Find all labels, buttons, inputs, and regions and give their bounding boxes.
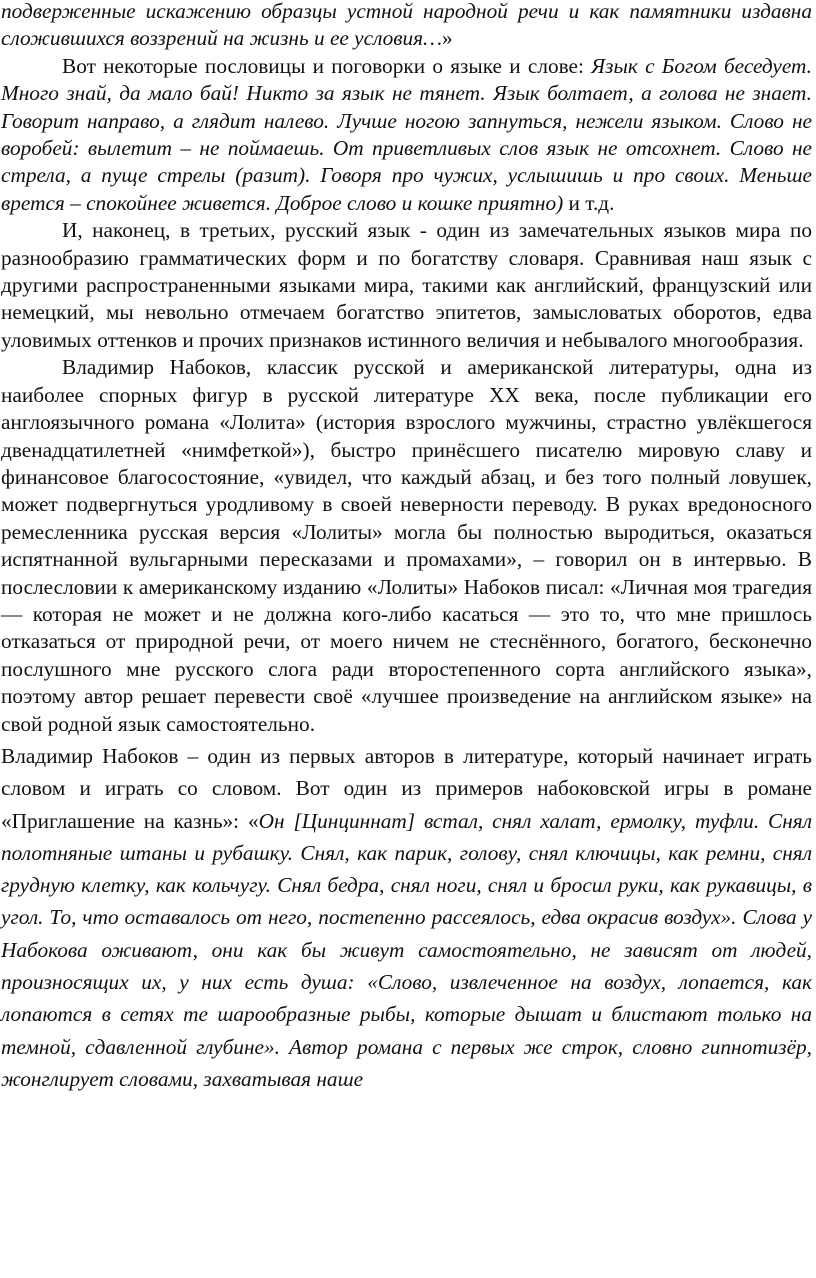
- paragraph-5-lead: Владимир Набоков – один из первых авторов в литературе, который начинает играть словом и играть со словом. Вот один из примеров набоковской игры в романе «Приглашение на казнь»: «: [1, 743, 812, 833]
- paragraph-2-lead: Вот некоторые пословицы и поговорки о языке и слове:: [62, 53, 592, 78]
- paragraph-5: [1, 740, 812, 1095]
- paragraph-3: И, наконец, в третьих, русский язык - один из замечательных языков мира по разнообразию грамматических форм и по богатству словаря. Сравнивая наш язык с другими распространенными языками мира, такими как английский, французский или немецкий, мы невольно отмечаем богатство эпитетов, замысловатых оборотов, едва уловимых оттенков и прочих признаков истинного величия и небывалого многообразия.: [1, 218, 812, 352]
- paragraph-5-quote: Он [Цинциннат] встал, снял халат, ермолку, туфли. Снял полотняные штаны и рубашку. Снял, как парик, голову, снял ключицы, как ремни, снял грудную клетку, как кольчугу. Снял бедра, снял ноги, снял и бросил руки, как рукавицы, в угол. То, что оставалось от него, постепенно рассеялось, едва окрасив воздух». Слова у Набокова оживают, они как бы живут самостоятельно, не зависят от людей, произносящих их, у них есть душа: «Слово, извлеченное на воздух, лопается, как лопаются в сетях те шарообразные рыбы, которые дышат и блистают только на темной, сдавленной глубине». Автор романа с первых же строк, словно гипнотизёр, жонглирует словами, захватывая наше: [1, 808, 812, 1091]
- paragraph-1-tail: »: [442, 26, 453, 51]
- paragraph-4: Владимир Набоков, классик русской и американской литературы, одна из наиболее спорных фигур в русской литературе XX века, после публикации его англоязычного романа «Лолита» (история взрослого мужчины, страстно увлёкшегося двенадцатилетней «нимфеткой»), быстро принёсшего писателю мировую славу и финансовое благосостояние, «увидел, что каждый абзац, и без того полный ловушек, может подвергнуться уродливому в своей неверности переводу. В руках вредоносного ремесленника русская версия «Лолиты» могла бы полностью выродиться, оказаться испятнанной вульгарными пересказами и промахами», – говорил он в интервью. В послесловии к американскому изданию «Лолиты» Набоков писал: «Личная моя трагедия — которая не может и не должна кого-либо касаться — это то, что мне пришлось отказаться от природной речи, от моего ничем не стеснённого, богатого, бесконечно послушного мне русского слога ради второстепенного сорта английского языка», поэтому автор решает перевести своё «лучшее произведение на английском языке» на свой родной язык самостоятельно.: [1, 355, 812, 736]
- paragraph-1-italic: подверженные искажению образцы устной народной речи и как памятники издавна сложившихся воззрений на жизнь и ее условия…: [1, 0, 812, 51]
- paragraph-1: [1, 0, 812, 53]
- paragraph-2-proverbs: Язык с Богом беседует. Много знай, да мало бай! Никто за язык не тянет. Язык болтает, а голова не знает. Говорит направо, а глядит налево. Лучше ногою запнуться, нежели языком. Слово не воробей: вылетит – не поймаешь. От приветливых слов язык не отсохнет. Слово не стрела, а пуще стрелы (разит). Говоря про чужих, услышишь и про своих. Меньше врется – спокойнее живется. Доброе слово и кошке приятно): [1, 53, 812, 215]
- paragraph-2-tail: и т.д.: [563, 190, 615, 215]
- paragraph-2: [1, 53, 812, 217]
